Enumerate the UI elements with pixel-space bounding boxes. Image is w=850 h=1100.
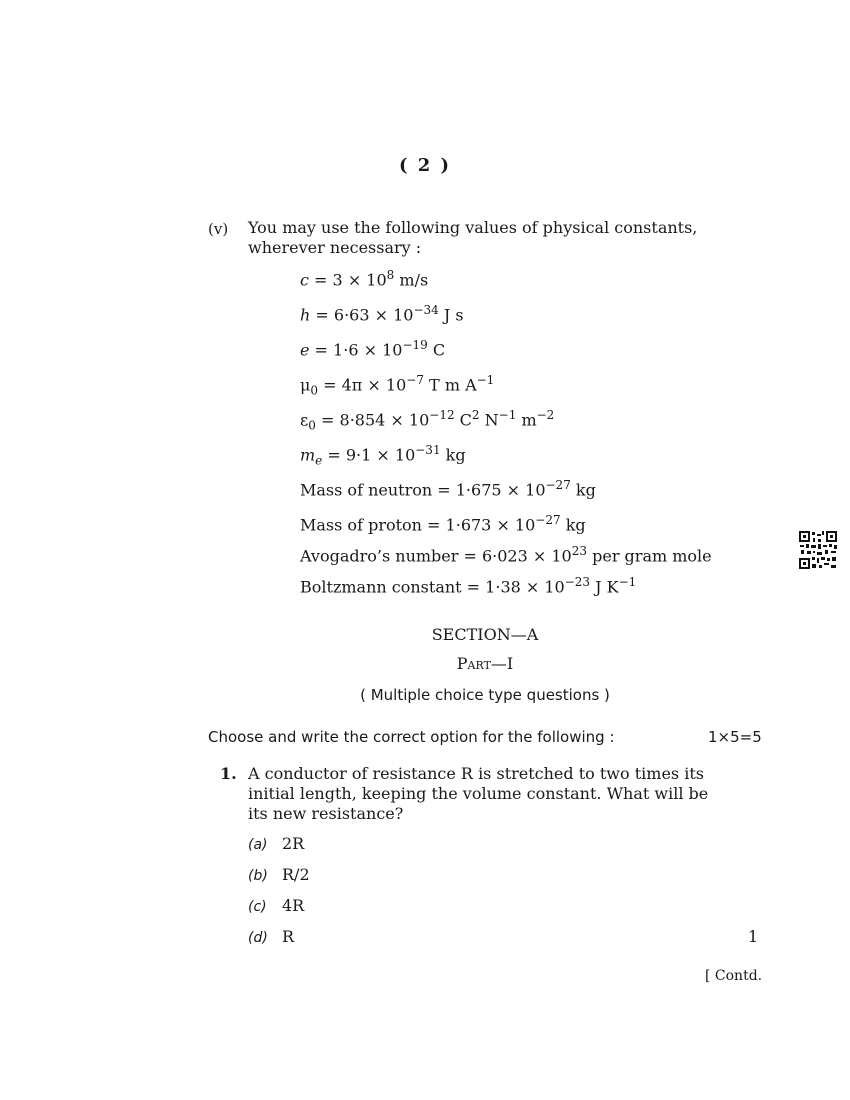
constant-speed-of-light: $c = 3 \times 10^8$ m/s: [300, 268, 429, 290]
option-label: (b): [248, 868, 268, 884]
page-number: ( 2 ): [398, 155, 452, 176]
note-number: (v): [208, 220, 229, 238]
option-c: [248, 896, 304, 915]
option-value: 2R: [282, 834, 305, 853]
option-label: (c): [248, 899, 267, 915]
section-caption: ( Multiple choice type questions ): [360, 686, 610, 704]
question-text: A conductor of resistance R is stretched to two times its initial length, keeping the volume constant. What will be its new resistance?: [248, 764, 709, 823]
constant-electron-charge: $e = 1\cdot 6 \times 10^{-19}$ C: [300, 338, 446, 360]
option-label: (d): [248, 930, 268, 946]
section-title: SECTION—A: [431, 625, 539, 644]
question-marks: 1: [748, 927, 759, 946]
constant-neutron-mass: Mass of neutron = $1\cdot 675 \times 10^{-27}$ kg: [300, 478, 596, 500]
marks-total: 1×5=5: [708, 728, 762, 746]
constant-permeability: $\mu_0 = 4\pi \times 10^{-7}$ T m $A^{-1}$: [300, 373, 495, 398]
constant-avogadro: Avogadro’s number = $6\cdot 023 \times 10^{23}$ per gram mole: [300, 544, 712, 566]
part-title: Part—I: [456, 654, 514, 673]
option-label: (a): [248, 837, 268, 853]
constant-proton-mass: Mass of proton = $1\cdot 673 \times 10^{-27}$ kg: [300, 513, 586, 535]
constant-planck: $h = 6\cdot 63 \times 10^{-34}$ J s: [300, 303, 464, 325]
constant-permittivity: $\varepsilon_0 = 8\cdot 854 \times 10^{-12}$ $C^2$ $N^{-1}$ $m^{-2}$: [300, 408, 555, 433]
constant-boltzmann: Boltzmann constant = $1\cdot 38 \times 10^{-23}$ J $K^{-1}$: [300, 575, 637, 597]
option-value: 4R: [282, 896, 305, 915]
option-value: R: [282, 927, 295, 946]
note-text: You may use the following values of physical constants, wherever necessary :: [248, 218, 698, 257]
instruction-text: Choose and write the correct option for the following :: [208, 728, 615, 746]
question-number: 1.: [220, 764, 237, 783]
qr-code-icon: [798, 530, 838, 570]
constant-electron-mass: $m_e = 9\cdot 1 \times 10^{-31}$ kg: [300, 443, 466, 468]
option-d: [248, 927, 294, 946]
continued-note: [ Contd.: [705, 968, 763, 984]
option-value: R/2: [282, 865, 310, 884]
option-a: [248, 834, 304, 853]
option-b: [248, 865, 310, 884]
